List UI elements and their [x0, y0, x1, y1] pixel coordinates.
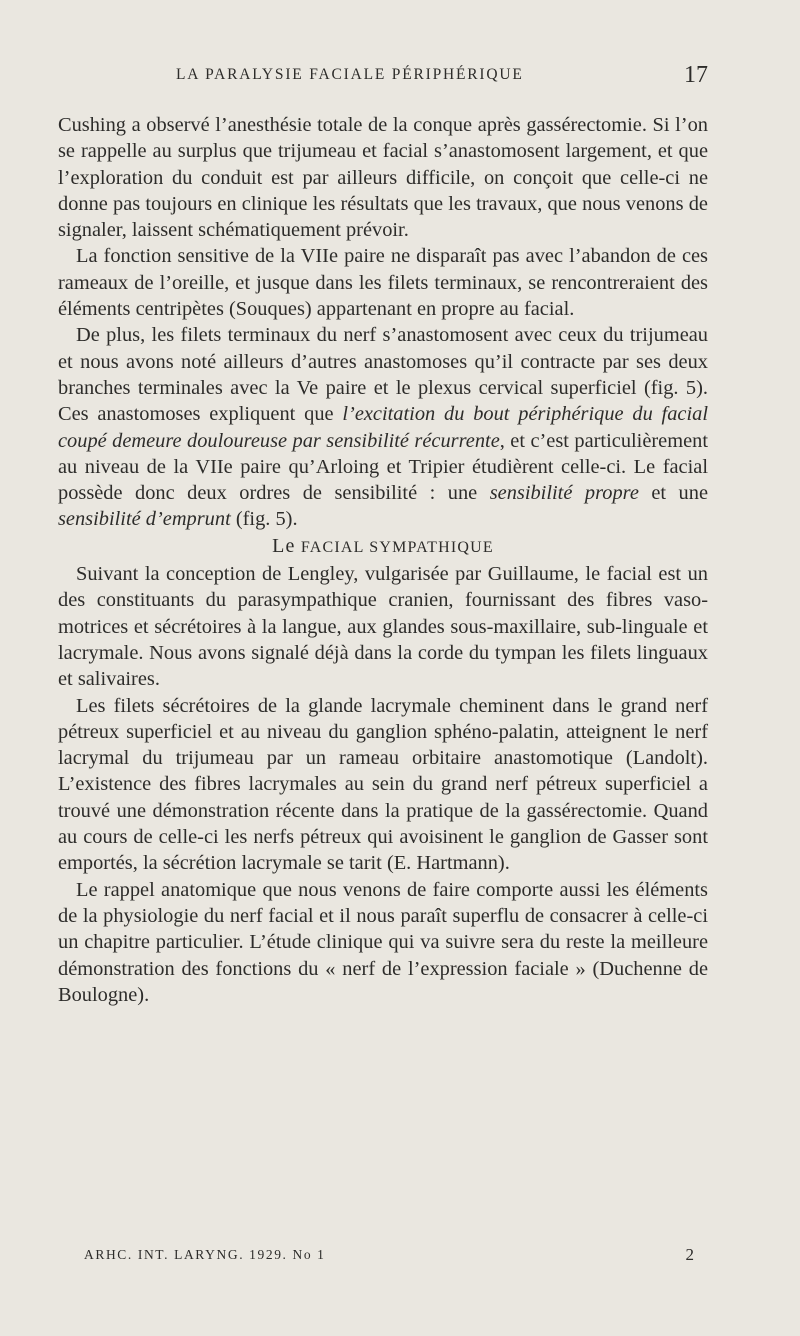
page-header — [58, 62, 708, 96]
paragraph-3 — [58, 322, 708, 532]
signature-mark: 2 — [685, 1245, 694, 1264]
paragraph-3-text-e: et une — [638, 482, 708, 505]
paragraph-3-italic-d: sensibilité propre — [489, 482, 639, 505]
paragraph-4: Suivant la conception de Lengley, vulgarisée par Guillaume, le facial est un des constituants du parasympathique cranien, fournissant des fibres vaso-motrices et sécrétoires à la langue, aux glandes sous-maxillaire, sub-linguale et lacrymale. Nous avons signalé déjà dans la corde du tympan les filets linguaux et salivaires. — [58, 563, 708, 691]
paragraph-3-italic-b: l’excitation du bout périphérique du facial coupé demeure douloureuse par sensibilité récurrente — [58, 403, 708, 452]
footer-citation: ARHC. INT. LARYNG. 1929. No 1 — [84, 1247, 326, 1262]
page-number: 17 — [684, 62, 708, 88]
paragraph-1: Cushing a observé l’anesthésie totale de la conque après gassérectomie. Si l’on se rappelle au surplus que trijumeau et facial s’anastomosent largement, et que l’exploration du conduit est par ailleurs difficile, on conçoit que celle-ci ne donne pas toujours en clinique les résultats que les travaux, que nous venons de signaler, laissent schématiquement prévoir. — [58, 114, 708, 242]
paragraph-3-italic-f: sensibilité d’emprunt — [58, 508, 231, 531]
section-heading-cap: Le — [272, 534, 296, 557]
paragraph-5: Les filets sécrétoires de la glande lacrymale cheminent dans le grand nerf pétreux superficiel et au niveau du ganglion sphéno-palatin, atteignent le nerf lacrymal du trijumeau par un rameau orbitaire anastomotique (Landolt). L’existence des fibres lacrymales au sein du grand nerf pétreux superficiel a trouvé une démonstration récente dans la pratique de la gassérectomie. Quand au cours de celle-ci les nerfs pétreux qui avoisinent le ganglion de Gasser sont emportés, la sécrétion lacrymale se tarit (E. Hartmann). — [58, 694, 708, 875]
paragraph-2: La fonction sensitive de la VIIe paire ne disparaît pas avec l’abandon de ces rameaux de l’oreille, et jusque dans les filets terminaux, se rencontreraient des éléments centripètes (Souques) appartenant en propre au facial. — [58, 245, 708, 321]
paragraph-3-text-c: , et c’est particulièrement au niveau de la VIIe paire qu’Arloing et Tripier étudièrent celle-ci. Le facial possède donc deux ordres de sensibilité : une — [58, 429, 709, 505]
page-body — [58, 112, 708, 1008]
paragraph-3-text-a: De plus, les filets terminaux du nerf s’anastomosent avec ceux du trijumeau et nous avons noté ailleurs d’autres anastomoses qu’il contracte par ses deux branches terminales avec la Ve paire et le plexus cervical superficiel (fig. 5). Ces anastomoses expliquent que — [58, 324, 708, 426]
paragraph-3-text-g: (fig. 5). — [230, 508, 298, 531]
paragraph-6: Le rappel anatomique que nous venons de faire comporte aussi les éléments de la physiologie du nerf facial et il nous paraît superflu de consacrer à celle-ci un chapitre particulier. L’étude clinique qui va suivre sera du reste la meilleure démonstration des fonctions du « nerf de l’expression faciale » (Duchenne de Boulogne). — [58, 878, 708, 1006]
section-heading-rest: FACIAL SYMPATHIQUE — [295, 538, 494, 556]
page-footer — [84, 1247, 694, 1263]
section-heading — [58, 533, 708, 561]
running-head: LA PARALYSIE FACIALE PÉRIPHÉRIQUE — [176, 66, 524, 83]
